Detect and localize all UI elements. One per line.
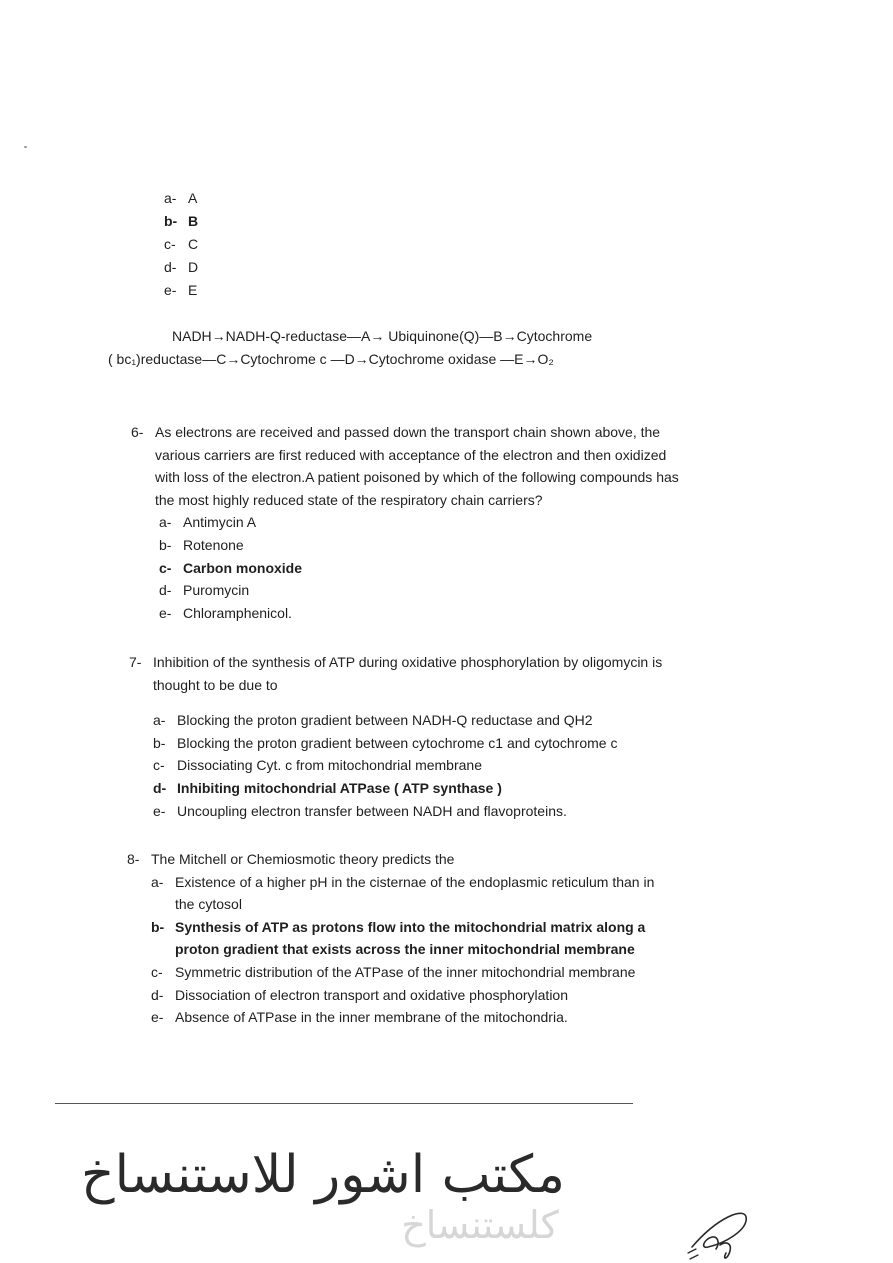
choice-d: d- Puromycin — [159, 582, 250, 599]
prev-choice-d: d- D — [164, 259, 199, 275]
prev-choice-c: c- C — [164, 236, 199, 252]
question-stem: The Mitchell or Chemiosmotic theory predicts the — [151, 851, 455, 867]
handwritten-signature-icon — [682, 1203, 762, 1263]
choice-list — [151, 871, 671, 1029]
choice-list — [159, 511, 686, 624]
choice-d-correct: d- Inhibiting mitochondrial ATPase ( ATP synthase ) — [153, 779, 502, 796]
choice-d: d- Dissociation of electron transport and oxidative phosphorylation — [151, 986, 569, 1003]
choice-c: c- Dissociating Cyt. c from mitochondrial membrane — [153, 757, 482, 774]
chain-line-1: NADH→NADH-Q-reductase—A→ Ubiquinone(Q)—B→Cytochrome — [172, 328, 593, 344]
prev-choice-b: b- B — [164, 213, 199, 229]
question-7 — [129, 651, 674, 822]
footer-divider — [55, 1103, 633, 1104]
question-8 — [127, 848, 672, 1029]
question-number: 7- — [129, 654, 142, 670]
choice-b: b- Blocking the proton gradient between cytochrome c1 and cytochrome c — [153, 734, 618, 751]
choice-e: e- Chloramphenicol. — [159, 604, 292, 621]
faint-stamp-text: كلستنساخ — [401, 1203, 559, 1247]
prev-choice-a: a- A — [164, 190, 198, 206]
choice-e: e- Absence of ATPase in the inner membrane of the mitochondria. — [151, 1009, 568, 1026]
copy-shop-stamp: مكتب اشور للاستنساخ — [81, 1145, 565, 1205]
prev-choice-e: e- E — [164, 282, 198, 298]
choice-c-correct: c- Carbon monoxide — [159, 559, 303, 576]
choice-a: a- Antimycin A — [159, 514, 257, 531]
chain-line-2: ( bc₁)reductase—C→Cytochrome c —D→Cytochrome oxidase —E→O₂ — [108, 351, 554, 367]
question-number: 8- — [127, 851, 140, 867]
question-6 — [131, 421, 686, 624]
choice-a: a- Blocking the proton gradient between NADH-Q reductase and QH2 — [153, 712, 593, 729]
choice-b-correct: b- Synthesis of ATP as protons flow into the mitochondrial matrix along a proton gradient that exists across the inner mitochondrial membrane — [151, 918, 646, 958]
question-stem: As electrons are received and passed down the transport chain shown above, the various carriers are first reduced with acceptance of the electron and then oxidized with loss of the electron.A patient poisoned by which of the following compounds has the most highly reduced state of the respiratory chain carriers? — [155, 424, 679, 508]
scan-speck — [24, 146, 27, 148]
choice-e: e- Uncoupling electron transfer between NADH and flavoproteins. — [153, 802, 567, 819]
choice-a: a- Existence of a higher pH in the cisternae of the endoplasmic reticulum than in the cytosol — [151, 873, 655, 913]
question-number: 6- — [131, 424, 144, 440]
choice-b: b- Rotenone — [159, 536, 244, 553]
choice-list — [153, 709, 674, 822]
question-stem: Inhibition of the synthesis of ATP during oxidative phosphorylation by oligomycin is thought to be due to — [153, 654, 663, 693]
choice-c: c- Symmetric distribution of the ATPase of the inner mitochondrial membrane — [151, 963, 636, 980]
